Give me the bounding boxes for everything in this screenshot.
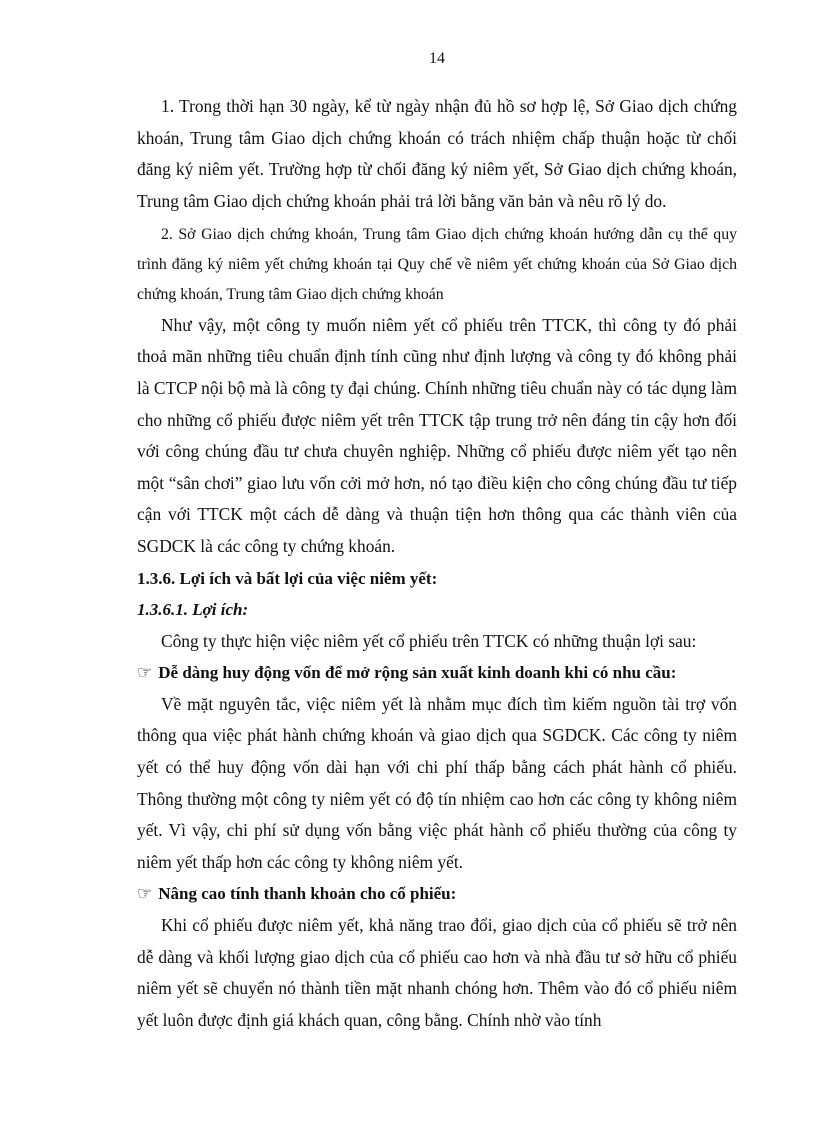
benefit-1-heading — [137, 657, 737, 689]
subsection-heading: 1.3.6.1. Lợi ích: — [137, 600, 249, 620]
clause-1-paragraph: 1. Trong thời hạn 30 ngày, kể từ ngày nhận đủ hồ sơ hợp lệ, Sở Giao dịch chứng khoán, Trung tâm Giao dịch chứng khoán có trách nhiệm chấp thuận hoặc từ chối đăng ký niêm yết. Trường hợp từ chối đăng ký niêm yết, Sở Giao dịch chứng khoán, Trung tâm Giao dịch chứng khoán phải trả lời bằng văn bản và nêu rõ lý do. — [137, 96, 737, 211]
pointing-hand-icon: ☞ — [137, 663, 153, 683]
summary-paragraph: Như vậy, một công ty muốn niêm yết cổ phiếu trên TTCK, thì công ty đó phải thoả mãn những tiêu chuẩn định tính cũng như định lượng và công ty đó không phải là CTCP nội bộ mà là công ty đại chúng. Chính những tiêu chuẩn này có tác dụng làm cho những cổ phiếu được niêm yết trên TTCK tập trung trở nên đáng tin cậy hơn đối với công chúng đầu tư chưa chuyên nghiệp. Những cổ phiếu được niêm yết tạo nên một “sân chơi” giao lưu vốn cởi mở hơn, nó tạo điều kiện cho công chúng đầu tư tiếp cận với TTCK một cách dễ dàng và thuận tiện hơn thông qua các thành viên của SGDCK là các công ty chứng khoán. — [137, 314, 737, 556]
pointing-hand-icon: ☞ — [137, 884, 153, 904]
benefit-2-paragraph: Khi cổ phiếu được niêm yết, khả năng trao đổi, giao dịch của cổ phiếu sẽ trở nên dễ dàng và khối lượng giao dịch của cổ phiếu cao hơn và nhà đầu tư sở hữu cổ phiếu niêm yết sẽ chuyển nó thành tiền mặt nhanh chóng hơn. Thêm vào đó cổ phiếu niêm yết luôn được định giá khách quan, công bằng. Chính nhờ vào tính — [137, 915, 737, 1030]
benefit-2-title: Nâng cao tính thanh khoản cho cổ phiếu: — [158, 884, 457, 904]
intro-paragraph: Công ty thực hiện việc niêm yết cổ phiếu trên TTCK có những thuận lợi sau: — [161, 630, 697, 651]
benefit-1-title: Dễ dàng huy động vốn để mở rộng sản xuất kinh doanh khi có nhu cầu: — [158, 663, 677, 683]
benefit-1-paragraph: Về mặt nguyên tắc, việc niêm yết là nhằm mục đích tìm kiếm nguồn tài trợ vốn thông qua việc phát hành chứng khoán và giao dịch qua SGDCK. Các công ty niêm yết có thể huy động vốn dài hạn với chi phí thấp bằng cách phát hành cổ phiếu. Thông thường một công ty niêm yết có độ tín nhiệm cao hơn các công ty không niêm yết. Vì vậy, chi phí sử dụng vốn bằng việc phát hành cổ phiếu thường của công ty niêm yết thấp hơn các công ty không niêm yết. — [137, 693, 737, 872]
document-body — [137, 91, 737, 1036]
section-heading: 1.3.6. Lợi ích và bất lợi của việc niêm yết: — [137, 568, 438, 588]
page-number: 14 — [429, 50, 445, 67]
benefit-2-heading — [137, 878, 737, 910]
clause-2-paragraph: 2. Sở Giao dịch chứng khoán, Trung tâm Giao dịch chứng khoán hướng dẫn cụ thể quy trình đăng ký niêm yết chứng khoán tại Quy chế về niêm yết chứng khoán của Sở Giao dịch chứng khoán, Trung tâm Giao dịch chứng khoán — [137, 226, 737, 303]
